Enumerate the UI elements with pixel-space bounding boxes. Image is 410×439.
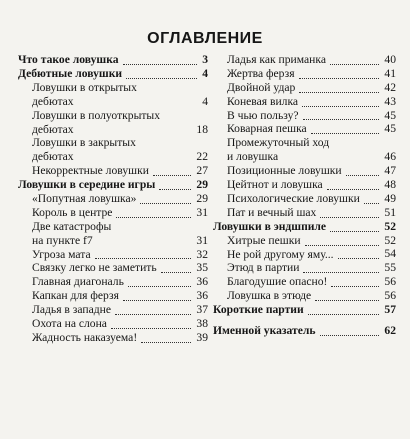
toc-page-number: 40 bbox=[381, 53, 396, 67]
dot-leader bbox=[305, 234, 380, 246]
toc-entry[interactable] bbox=[18, 317, 208, 331]
toc-entry-title-line: Капкан для ферзя bbox=[32, 289, 119, 303]
toc-entry[interactable] bbox=[18, 303, 208, 317]
toc-page-number: 31 bbox=[193, 234, 208, 248]
toc-section-entry[interactable] bbox=[18, 178, 208, 192]
toc-entry[interactable] bbox=[213, 122, 396, 136]
toc-page-number: 4 bbox=[199, 95, 208, 109]
toc-entry[interactable] bbox=[213, 261, 396, 275]
dot-leader bbox=[315, 289, 379, 301]
page-title: ОГЛАВЛЕНИЕ bbox=[147, 30, 263, 47]
toc-page-number: 62 bbox=[381, 324, 396, 338]
toc-page-number: 54 bbox=[381, 247, 396, 261]
toc-entry[interactable] bbox=[213, 178, 396, 192]
toc-page-number: 35 bbox=[193, 261, 208, 275]
toc-entry[interactable] bbox=[213, 109, 396, 123]
toc-entry-title-line: Цейтнот и ловушка bbox=[227, 178, 323, 192]
toc-entry-title-line: Ловушки в эндшпиле bbox=[213, 219, 327, 233]
toc-page-number: 32 bbox=[193, 248, 208, 262]
toc-page-number: 4 bbox=[199, 67, 208, 81]
dot-leader bbox=[140, 192, 191, 204]
toc-entry[interactable] bbox=[18, 109, 208, 137]
toc-page-number: 22 bbox=[193, 150, 208, 164]
toc-entry-title-line: Коварная пешка bbox=[227, 122, 307, 136]
toc-entry-title-line: Короткие партии bbox=[213, 303, 304, 317]
toc-section-entry[interactable] bbox=[213, 303, 396, 317]
toc-page-number: 31 bbox=[193, 206, 208, 220]
toc-entry[interactable] bbox=[213, 192, 396, 206]
toc-right-column bbox=[213, 53, 396, 338]
toc-entry-title-line: Жертва ферзя bbox=[227, 66, 295, 80]
toc-section-entry[interactable] bbox=[18, 53, 208, 67]
toc-entry[interactable] bbox=[213, 289, 396, 303]
toc-entry-title-line: Хитрые пешки bbox=[227, 233, 301, 247]
toc-page-number: 56 bbox=[381, 275, 396, 289]
toc-entry[interactable] bbox=[213, 248, 396, 262]
toc-entry-title-line: Ладья как приманка bbox=[227, 53, 326, 66]
dot-leader bbox=[308, 303, 380, 315]
dot-leader bbox=[331, 275, 379, 287]
toc-entry-title-line: Дебютные ловушки bbox=[18, 66, 123, 80]
toc-entry[interactable] bbox=[18, 220, 208, 248]
toc-entry[interactable] bbox=[18, 261, 208, 275]
dot-leader bbox=[330, 220, 379, 232]
toc-entry[interactable] bbox=[18, 248, 208, 262]
toc-page-number: 56 bbox=[381, 289, 396, 303]
toc-entry-title-line: Некорректные ловушки bbox=[32, 164, 149, 178]
dot-leader bbox=[123, 53, 198, 65]
toc-page-number: 36 bbox=[193, 275, 208, 289]
toc-entry-title-line: Король в центре bbox=[32, 205, 113, 219]
toc-entry-title-line: «Попутная ловушка» bbox=[32, 192, 137, 205]
toc-entry-title-line: на пункте f7 bbox=[32, 233, 93, 247]
toc-entry[interactable] bbox=[18, 164, 208, 178]
toc-page-number: 55 bbox=[381, 261, 396, 275]
toc-entry[interactable] bbox=[213, 81, 396, 95]
toc-entry[interactable] bbox=[213, 164, 396, 178]
dot-leader bbox=[116, 206, 191, 218]
toc-page-number: 51 bbox=[381, 206, 396, 220]
toc-entry[interactable] bbox=[213, 136, 396, 164]
toc-page-number: 18 bbox=[193, 123, 208, 137]
toc-entry-title-line: Связку легко не заметить bbox=[32, 261, 157, 275]
toc-entry[interactable] bbox=[18, 289, 208, 303]
toc-entry-title-line: Коневая вилка bbox=[227, 94, 299, 108]
toc-entry[interactable] bbox=[213, 206, 396, 220]
toc-page-number: 38 bbox=[193, 317, 208, 331]
toc-entry-title-line: Позиционные ловушки bbox=[227, 164, 342, 178]
toc-entry-title-line: Жадность наказуема! bbox=[32, 330, 138, 344]
toc-entry[interactable] bbox=[18, 81, 208, 109]
toc-entry[interactable] bbox=[213, 275, 396, 289]
toc-entry[interactable] bbox=[18, 275, 208, 289]
toc-entry-title-line: Ловушки в открытых bbox=[32, 80, 137, 94]
toc-entry-title-line: Пат и вечный шах bbox=[227, 205, 317, 219]
dot-leader bbox=[161, 261, 192, 273]
dot-leader bbox=[115, 303, 191, 315]
toc-entry-title-line: дебютах bbox=[32, 122, 74, 136]
dot-leader bbox=[320, 324, 380, 336]
toc-entry-title-line: Благодушие опасно! bbox=[227, 275, 328, 289]
toc-entry-title-line: Психологические ловушки bbox=[227, 191, 360, 205]
toc-entry-title-line: Ловушки в закрытых bbox=[32, 136, 136, 150]
toc-entry-title-line: Именной указатель bbox=[213, 323, 316, 337]
dot-leader bbox=[327, 178, 380, 190]
toc-page-number: 46 bbox=[381, 150, 396, 164]
toc-page-number: 48 bbox=[381, 178, 396, 192]
toc-page-number: 42 bbox=[381, 81, 396, 95]
toc-entry-title-line: Ловушки в середине игры bbox=[18, 178, 156, 192]
toc-page-number: 52 bbox=[381, 220, 396, 234]
toc-entry-title-line: дебютах bbox=[32, 94, 74, 108]
toc-entry-title-line: Ладья в западне bbox=[32, 303, 111, 317]
dot-leader bbox=[346, 164, 380, 176]
toc-page-number: 49 bbox=[381, 192, 396, 206]
dot-leader bbox=[364, 192, 380, 204]
toc-section-entry[interactable] bbox=[18, 67, 208, 81]
dot-leader bbox=[299, 81, 379, 93]
toc-entry-title-line: и ловушка bbox=[227, 150, 279, 164]
toc-page-number: 39 bbox=[193, 331, 208, 345]
toc-page-number: 29 bbox=[193, 178, 208, 192]
toc-entry-title-line: дебютах bbox=[32, 150, 74, 164]
toc-entry-title-line: Две катастрофы bbox=[32, 219, 112, 233]
toc-page-number: 3 bbox=[199, 53, 208, 67]
toc-entry[interactable] bbox=[213, 53, 396, 67]
toc-page-number: 45 bbox=[381, 109, 396, 123]
dot-leader bbox=[111, 317, 191, 329]
toc-left-column bbox=[18, 53, 208, 345]
toc-page-number: 29 bbox=[193, 192, 208, 206]
dot-leader bbox=[126, 67, 197, 79]
dot-leader bbox=[153, 164, 192, 176]
dot-leader bbox=[311, 122, 380, 134]
toc-entry-title-line: Промежуточный ход bbox=[227, 136, 330, 150]
dot-leader bbox=[159, 178, 191, 190]
toc-page-number: 36 bbox=[193, 289, 208, 303]
toc-entry[interactable] bbox=[213, 67, 396, 81]
toc-entry[interactable] bbox=[213, 95, 396, 109]
toc-entry-title-line: В чью пользу? bbox=[227, 108, 299, 122]
toc-page-number: 43 bbox=[381, 95, 396, 109]
toc-page-number: 52 bbox=[381, 234, 396, 248]
dot-leader bbox=[95, 247, 192, 259]
dot-leader bbox=[338, 247, 380, 259]
toc-entry-title-line: Ловушка в этюде bbox=[227, 289, 312, 303]
toc-entry[interactable] bbox=[18, 136, 208, 164]
toc-entry[interactable] bbox=[18, 331, 208, 345]
toc-entry-title-line: Что такое ловушка bbox=[18, 53, 119, 66]
dot-leader bbox=[141, 331, 191, 343]
toc-entry[interactable] bbox=[213, 234, 396, 248]
toc-entry-title-line: Этюд в партии bbox=[227, 261, 300, 275]
toc-section-entry[interactable] bbox=[213, 324, 396, 338]
toc-page-number: 57 bbox=[381, 303, 396, 317]
toc-page-number: 41 bbox=[381, 67, 396, 81]
toc-entry-title-line: Ловушки в полуоткрытых bbox=[32, 108, 161, 122]
toc-entry-title-line: Главная диагональ bbox=[32, 275, 124, 289]
dot-leader bbox=[123, 289, 191, 301]
toc-section-entry[interactable] bbox=[213, 220, 396, 234]
toc-entry[interactable] bbox=[18, 206, 208, 220]
dot-leader bbox=[303, 261, 379, 273]
toc-page-number: 37 bbox=[193, 303, 208, 317]
toc-entry-title-line: Охота на слона bbox=[32, 317, 107, 331]
dot-leader bbox=[302, 95, 379, 107]
toc-page-number: 47 bbox=[381, 164, 396, 178]
dot-leader bbox=[299, 67, 380, 79]
dot-leader bbox=[128, 275, 192, 287]
toc-entry-title-line: Двойной удар bbox=[227, 80, 296, 94]
dot-leader bbox=[303, 108, 380, 120]
toc-entry[interactable] bbox=[18, 192, 208, 206]
dot-leader bbox=[330, 53, 379, 65]
toc-entry-title-line: Угроза мата bbox=[32, 247, 91, 261]
toc-entry-title-line: Не рой другому яму... bbox=[227, 247, 334, 261]
dot-leader bbox=[320, 206, 379, 218]
toc-page-number: 27 bbox=[193, 164, 208, 178]
toc-page-number: 45 bbox=[381, 122, 396, 136]
